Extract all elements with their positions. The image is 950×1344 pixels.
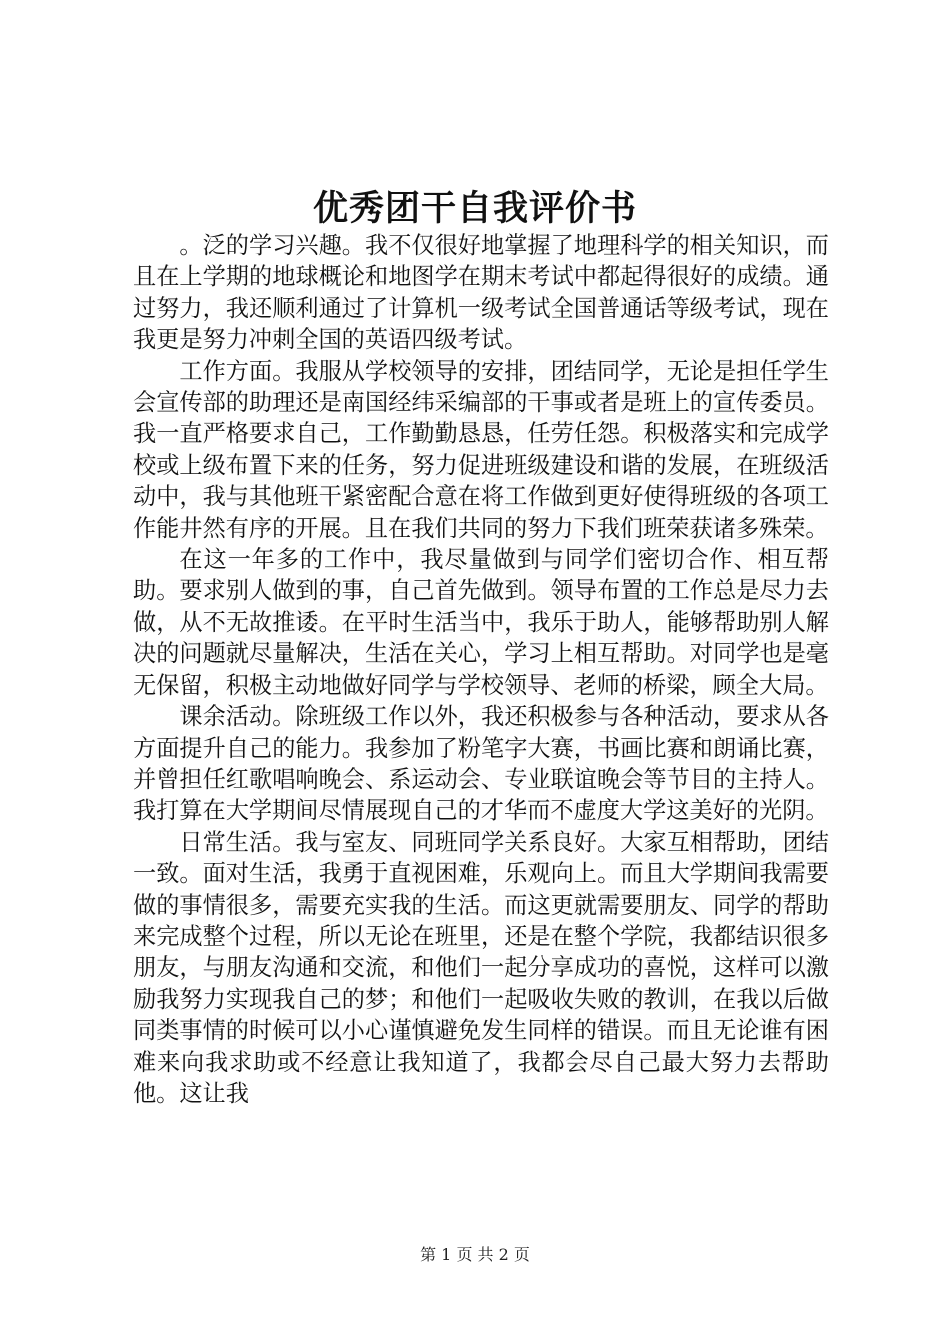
paragraph-study: 。泛的学习兴趣。我不仅很好地掌握了地理科学的相关知识，而且在上学期的地球概论和地图学在期末考试中都起得很好的成绩。通过努力，我还顺利通过了计算机一级考试全国普通话等级考试，现在我更是努力冲刺全国的英语四级考试。 [133, 232, 829, 354]
page-number-footer: 第 1 页 共 2 页 [420, 1245, 530, 1264]
document-body [133, 230, 829, 1109]
paragraph-activities: 课余活动。除班级工作以外，我还积极参与各种活动，要求从各方面提升自己的能力。我参加了粉笔字大赛，书画比赛和朗诵比赛，并曾担任红歌唱响晚会、系运动会、专业联谊晚会等节目的主持人。我打算在大学期间尽情展现自己的才华而不虚度大学这美好的光阴。 [133, 703, 829, 825]
document-title: 优秀团干自我评价书 [312, 188, 637, 229]
paragraph-daily-life: 日常生活。我与室友、同班同学关系良好。大家互相帮助，团结一致。面对生活，我勇于直视困难，乐观向上。而且大学期间我需要做的事情很多，需要充实我的生活。而这更就需要朋友、同学的帮助来完成整个过程，所以无论在班里，还是在整个学院，我都结识很多朋友，与朋友沟通和交流，和他们一起分享成功的喜悦，这样可以激励我努力实现我自己的梦；和他们一起吸收失败的教训，在我以后做同类事情的时候可以小心谨慎避免发生同样的错误。而且无论谁有困难来向我求助或不经意让我知道了，我都会尽自己最大努力去帮助他。这让我 [133, 828, 829, 1107]
paragraph-cooperation: 在这一年多的工作中，我尽量做到与同学们密切合作、相互帮助。要求别人做到的事，自己首先做到。领导布置的工作总是尽力去做，从不无故推诿。在平时生活当中，我乐于助人，能够帮助别人解决的问题就尽量解决，生活在关心，学习上相互帮助。对同学也是毫无保留，积极主动地做好同学与学校领导、老师的桥梁，顾全大局。 [133, 546, 829, 699]
paragraph-work: 工作方面。我服从学校领导的安排，团结同学，无论是担任学生会宣传部的助理还是南国经纬采编部的干事或者是班上的宣传委员。我一直严格要求自己，工作勤勤恳恳，任劳任怨。积极落实和完成学校或上级布置下来的任务，努力促进班级建设和谐的发展，在班级活动中，我与其他班干紧密配合意在将工作做到更好使得班级的各项工作能井然有序的开展。且在我们共同的努力下我们班荣获诸多殊荣。 [133, 357, 829, 542]
